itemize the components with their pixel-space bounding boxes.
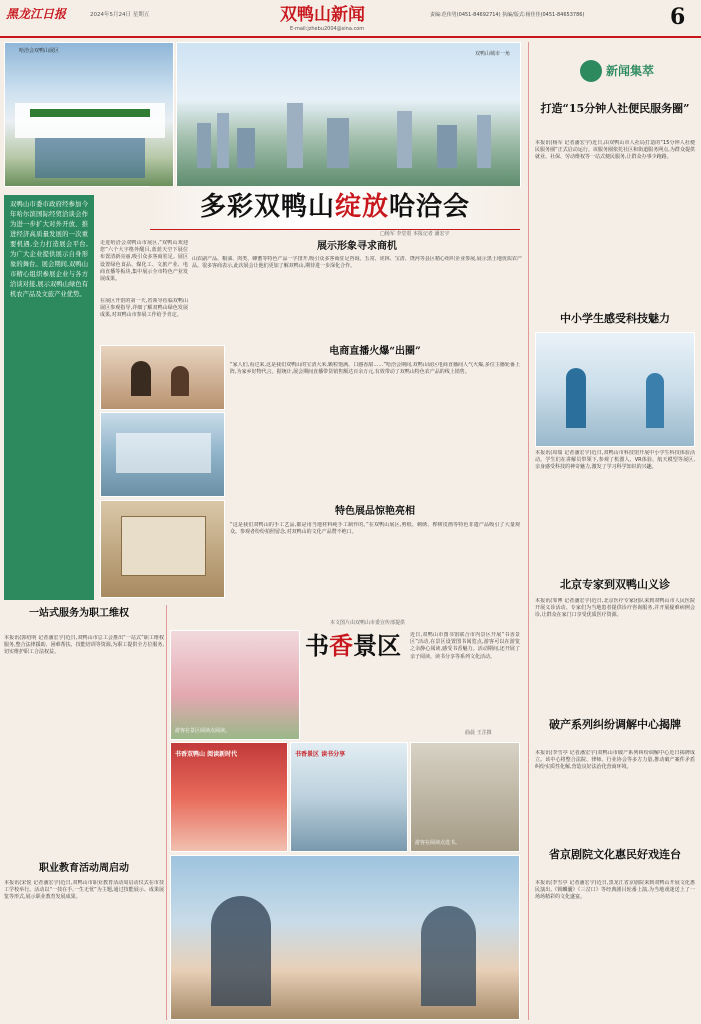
main-body-1: 走进哈洽会双鸭山市展区,“双鸭山欢迎您”六个大字格外醒目,蓝蓝天空下展位布置清新亮丽,吸引众多客商驻足。展区设置绿色食品、煤化工、文旅产业、电商直播等板块,集中展示全市特色产业发展成果。 bbox=[100, 240, 188, 283]
craft-text: “这是我们双鸭山的手工艺品,都是用当地材料纯手工制作的。”在双鸭山展区,剪纸、刺绣、桦树皮画等特色非遗产品吸引了大量观众。参观者纷纷拍照留念,对双鸭山的文化产品赞不绝口。 bbox=[230, 522, 520, 536]
exhibit-text: 山农副产品、粮油、肉类、蜂蜜等特色产品一字排开,吸引众多客商驻足咨询。五常、虎林、宝清、饶河等县区精心组织企业参展,展示黑土地优质农产品。很多客商表示,此次展会让他们更加了解双鸭山,期待进一步深化合作。 bbox=[192, 256, 522, 270]
books-text: 近日,双鸭山市图书馆联合市内景区开展“书香景区”活动,在景区设置图书阅览点,游客可以在游览之余静心阅读,感受书香魅力。活动期间,还开展了亲子阅读、读书分享等系列文化活动。 bbox=[410, 632, 520, 660]
books-photo-4 bbox=[410, 742, 520, 852]
credit-bottom: 本文图片由双鸭山市委宣传部提供 bbox=[330, 620, 406, 626]
books-photo-3 bbox=[290, 742, 408, 852]
theater-text: 本报讯(李雪亭 记者潘宏宇)近日,黑龙江省京剧院来到双鸭山开展文化惠民演出,《锁麟囊》《三岔口》等经典剧目轮番上演,为当地戏迷送上了一场场精彩的文化盛宴。 bbox=[535, 880, 695, 901]
city-caption: 双鸭山城市一角 bbox=[474, 51, 510, 57]
main-headline-banner bbox=[150, 186, 520, 230]
exhibit-title: 展示形象寻求商机 bbox=[317, 241, 397, 252]
books-photo-sign: 书香双鸭山 阅读新时代 bbox=[175, 751, 238, 758]
jobs-title: 职业教育活动周启动 bbox=[39, 863, 129, 874]
live-photo bbox=[100, 345, 225, 410]
expert-text: 本报讯(邹博 记者潘宏宇)近日,北京医疗专家团队来到双鸭山市人民医院开展义诊活动。专家们为当地患者提供诊疗咨询服务,并开展疑难病例会诊,让群众在家门口享受优质医疗资源。 bbox=[535, 598, 695, 619]
theater-title: 省京剧院文化惠民好戏连台 bbox=[549, 848, 681, 861]
editor-line: 责编:范伟男(0451-84692714) 执编/版式:杨佳佳(0451-84653786) bbox=[430, 12, 585, 18]
main-byline: □杨军 李堂震 本报记者 潘宏宇 bbox=[380, 231, 450, 237]
city-photo bbox=[176, 42, 521, 187]
craft-title: 特色展品惊艳亮相 bbox=[335, 506, 415, 517]
fifteen-text: 本报讯(杨军 记者潘宏宇)近日,由双鸭山市人社局打造的“15分钟人社便民服务圈”正式启动运行。该服务圈依托社区和街道服务网点,为群众提供就业、社保、劳动维权等一站式便民服务,让群众办事少跑路。 bbox=[535, 140, 695, 161]
service-title: 一站式服务为职工维权 bbox=[29, 608, 129, 619]
fifteen-title: 打造“15分钟人社便民服务圈” bbox=[540, 102, 690, 115]
right-col-rule bbox=[528, 42, 529, 1020]
masthead bbox=[0, 0, 701, 38]
badge-text: 新闻集萃 bbox=[606, 64, 655, 78]
page-number: 6 bbox=[670, 4, 686, 30]
photo-label: 哈洽会双鸭山展区 bbox=[19, 48, 60, 54]
jobs-text: 本报讯(宋悦 记者潘宏宇)近日,双鸭山市职业教育活动周启动仪式在市技工学校举行。活动以“一技在手,一生无忧”为主题,通过技能展示、成果展览等形式,展示职业教育发展成果。 bbox=[4, 880, 164, 901]
lead-text: 双鸭山市委市政府经参加今年哈尔滨国际经贸洽谈会作为进一步扩大对外开放、推进经济高质量发展的一次重要机遇,全力打造展会平台,为广大企业提供展示自身形象的舞台。展会期间,双鸭山市精心组织参展企业与各方洽谈对接,展示双鸭山绿色有机农产品及文旅产业优势。 bbox=[10, 201, 88, 298]
books-photo-1 bbox=[170, 630, 300, 740]
expert-title: 北京专家到双鸭山义诊 bbox=[560, 578, 670, 591]
main-headline: 多彩双鸭山绽放哈洽会 bbox=[199, 192, 471, 222]
section-title: 双鸭山新闻 bbox=[280, 5, 365, 25]
live-title: 电商直播火爆“出圈” bbox=[329, 346, 421, 357]
books-photo-5 bbox=[170, 855, 520, 1020]
school-text: 本报讯(周瑞 记者潘宏宇)近日,双鸭山市科技馆开展中小学生科技体验活动。学生们在讲解员带领下,参观了机器人、VR体验、航天模型等展区,亲身感受科技的神奇魅力,激发了学习科学知识的兴趣。 bbox=[535, 450, 695, 471]
service-text: 本报讯(郭绍明 记者潘宏宇)近日,双鸭山市总工会推出“一站式”职工维权服务,整合法律援助、困难帮扶、技能培训等资源,为职工提供全方位服务,切实维护职工合法权益。 bbox=[4, 635, 164, 656]
date-line: 2024年5月24日 星期五 bbox=[90, 12, 150, 18]
school-title: 中小学生感受科技魅力 bbox=[560, 312, 670, 325]
books-photo-sign-2: 书香景区 读书分享 bbox=[295, 751, 346, 758]
school-photo bbox=[535, 332, 695, 447]
exhibit-photo bbox=[4, 42, 174, 187]
books-caption-3: 游客在阅读点选书。 bbox=[415, 840, 461, 847]
left-col-rule bbox=[166, 605, 167, 1020]
craft-photo bbox=[100, 500, 225, 598]
books-photo-2 bbox=[170, 742, 288, 852]
dispute-title: 破产系列纠纷调解中心揭牌 bbox=[549, 718, 681, 731]
badge-icon bbox=[580, 60, 602, 82]
email-line: E-mail:jzhebu2004@sina.com bbox=[290, 26, 365, 32]
lead-box bbox=[4, 195, 94, 600]
books-credit: 曲晨 王芷摄 bbox=[465, 730, 492, 736]
paper-logo: 黑龙江日报 bbox=[6, 7, 67, 21]
books-headline: 书香景区 bbox=[305, 631, 401, 660]
main-body-2: 在展区开馆的第一天,省领导莅临双鸭山展区参观指导,详细了解双鸭山绿色发展成果,对双鸭山市参展工作给予肯定。 bbox=[100, 298, 188, 319]
booth-photo bbox=[100, 412, 225, 497]
books-caption-1: 游客在景区阅读点阅读。 bbox=[175, 728, 231, 735]
dispute-text: 本报讯(李雪亭 记者潘宏宇)双鸭山市破产系列纠纷调解中心近日揭牌成立。该中心将整合法院、律师、行业协会等多方力量,推动破产案件矛盾纠纷实质性化解,营造良好法治化营商环境。 bbox=[535, 750, 695, 771]
news-badge bbox=[580, 58, 690, 86]
live-text: “家人们,看过来,这是我们双鸭山的宝清大米,颗粒饱满、口感香甜……”哈洽会期间,双鸭山展区电商直播间人气火爆,多位主播轮番上阵,为家乡好物代言。据统计,展会期间直播带货销售额达百余万元,有效带动了双鸭山特色农产品的线上销售。 bbox=[230, 362, 520, 376]
